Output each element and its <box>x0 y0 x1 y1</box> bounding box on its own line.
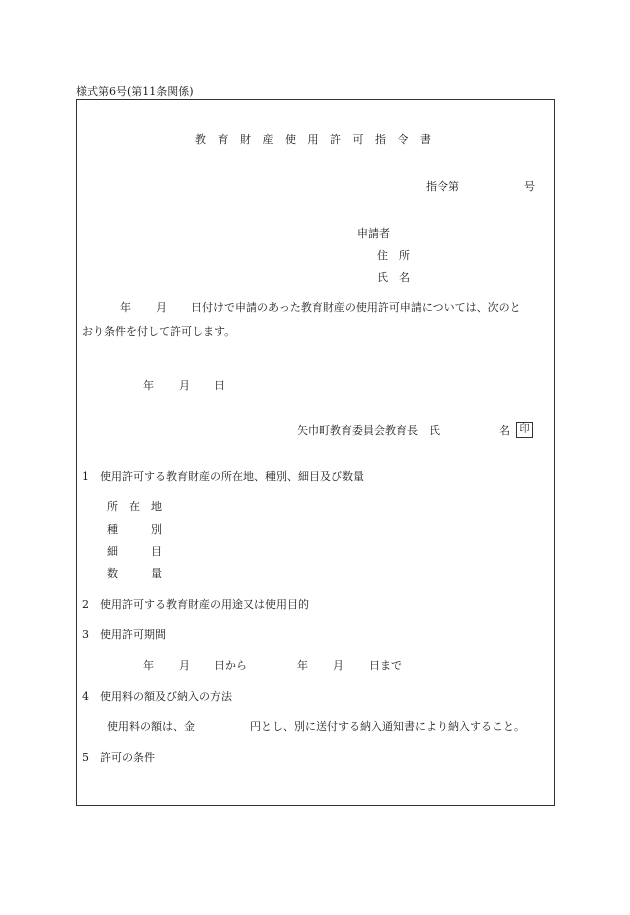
section-1-item-type: 種 別 <box>107 523 162 536</box>
fee-prefix: 使用料の額は、金 <box>107 720 195 733</box>
body-month: 月 <box>156 301 167 314</box>
body-text-line2: おり条件を付して許可します。 <box>82 325 236 338</box>
section-1-item-quantity: 数 量 <box>107 567 162 580</box>
fee-suffix: 円とし、別に送付する納入通知書により納入すること。 <box>250 720 525 733</box>
body-year: 年 <box>120 301 131 314</box>
section-1-heading: 1 使用許可する教育財産の所在地、種別、細目及び数量 <box>82 470 364 483</box>
period-end-month: 月 <box>333 659 344 672</box>
issuer-name-char: 名 <box>499 424 510 437</box>
period-start-year: 年 <box>143 659 154 672</box>
period-start-day: 日から <box>214 659 247 672</box>
applicant-label: 申請者 <box>357 227 390 240</box>
issue-year: 年 <box>143 379 154 392</box>
order-number-prefix: 指令第 <box>426 180 459 193</box>
period-end-year: 年 <box>297 659 308 672</box>
document-title: 教 育 財 産 使 用 許 可 指 令 書 <box>195 133 435 146</box>
issue-month: 月 <box>179 379 190 392</box>
form-number-label: 様式第6号(第11条関係) <box>76 85 194 98</box>
section-5-heading: 5 許可の条件 <box>82 751 155 764</box>
body-text-line1: 日付けで申請のあった教育財産の使用許可申請については、次のと <box>191 301 521 314</box>
period-end-day: 日まで <box>369 659 402 672</box>
period-start-month: 月 <box>179 659 190 672</box>
section-1-item-detail: 細 目 <box>107 545 162 558</box>
section-4-heading: 4 使用料の額及び納入の方法 <box>82 690 232 703</box>
applicant-name-label: 氏 名 <box>377 271 410 284</box>
order-number-suffix: 号 <box>524 180 535 193</box>
issuer-title: 矢巾町教育委員会教育長 氏 <box>297 424 440 437</box>
seal-box: 印 <box>516 422 533 438</box>
section-2-heading: 2 使用許可する教育財産の用途又は使用目的 <box>82 598 309 611</box>
section-3-heading: 3 使用許可期間 <box>82 628 166 641</box>
section-1-item-location: 所 在 地 <box>107 500 162 513</box>
issue-day: 日 <box>214 379 225 392</box>
applicant-address-label: 住 所 <box>377 249 410 262</box>
